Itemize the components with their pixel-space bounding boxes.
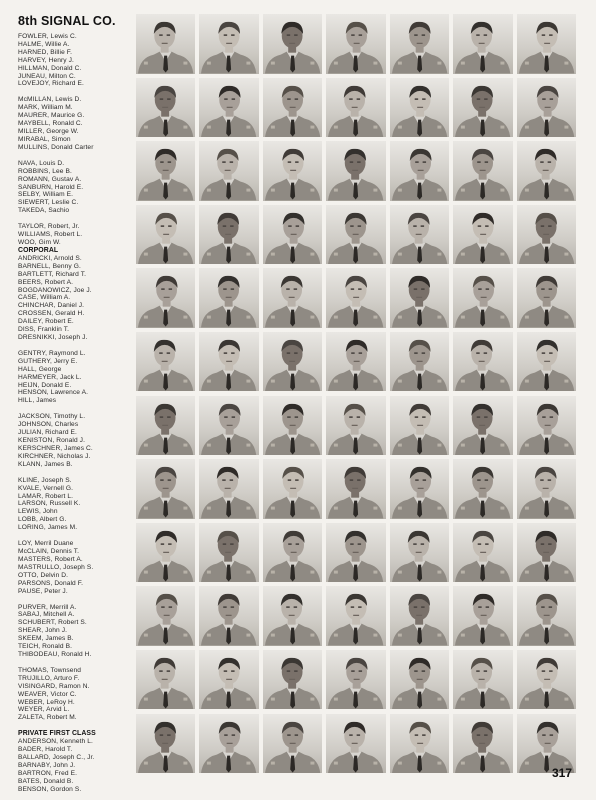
rank-heading: CORPORAL — [18, 246, 59, 254]
portrait-photo-icon — [390, 459, 449, 519]
roster-name: KLANN, James B. — [18, 460, 73, 468]
roster-name: TAKEDA, Sachio — [18, 207, 70, 215]
name-group — [18, 413, 134, 476]
roster-name: VISINGARD, Ramon N. — [18, 682, 90, 690]
roster-name: DISS, Franklin T. — [18, 326, 70, 334]
roster-name: LOVEJOY, Richard E. — [18, 80, 84, 88]
roster-name: BEERS, Robert A. — [18, 278, 74, 286]
portrait-photo-icon — [453, 14, 512, 74]
portrait-photo-icon — [136, 141, 195, 201]
roster-name: WOO, Gim W. — [18, 238, 61, 246]
portrait-photo-icon — [136, 268, 195, 328]
portrait-photo-icon — [390, 523, 449, 583]
roster-name: JACKSON, Timothy L. — [18, 413, 86, 421]
portrait-photo-icon — [263, 332, 322, 392]
roster-name: LARSON, Russell K. — [18, 500, 81, 508]
portrait-photo-icon — [136, 78, 195, 138]
portrait-photo-icon — [390, 141, 449, 201]
portrait-photo-icon — [517, 523, 576, 583]
roster-name: HILL, James — [18, 397, 57, 405]
portrait-photo-icon — [326, 268, 385, 328]
portrait-photo-icon — [199, 78, 258, 138]
name-lists — [18, 33, 134, 794]
roster-name: WEAVER, Victor C. — [18, 690, 77, 698]
roster-name: PURVER, Merrill A. — [18, 603, 77, 611]
roster-name: WEBER, LeRoy H. — [18, 698, 75, 706]
portrait-photo-icon — [136, 523, 195, 583]
portrait-photo-icon — [263, 141, 322, 201]
roster-name: SHEAR, John J. — [18, 627, 68, 635]
portrait-photo-icon — [199, 205, 258, 265]
roster-name: NAVA, Louis D. — [18, 159, 65, 167]
roster-name: JUNEAU, Milton C. — [18, 72, 76, 80]
portrait-photo-icon — [199, 332, 258, 392]
roster-name: SABAJ, Mitchell A. — [18, 611, 75, 619]
portrait-photo-icon — [326, 332, 385, 392]
portrait-photo-icon — [136, 714, 195, 774]
portrait-photo-icon — [453, 268, 512, 328]
portrait-photo-icon — [390, 78, 449, 138]
portrait-photo-icon — [453, 205, 512, 265]
name-group — [18, 730, 134, 793]
roster-name: BALLARD, Joseph C., Jr. — [18, 754, 95, 762]
name-group — [18, 160, 134, 223]
roster-name: BATES, Donald B. — [18, 777, 74, 785]
roster-name: THOMAS, Townsend — [18, 666, 82, 674]
portrait-photo-icon — [136, 650, 195, 710]
roster-name: MULLINS, Donald Carter — [18, 143, 94, 151]
name-group — [18, 33, 134, 96]
name-group — [18, 96, 134, 159]
roster-name: HEIJN, Donald E. — [18, 381, 72, 389]
roster-name: BARNABY, John J. — [18, 761, 76, 769]
portrait-photo-icon — [517, 396, 576, 456]
portrait-photo-icon — [453, 396, 512, 456]
portrait-photo-icon — [263, 714, 322, 774]
portrait-photo-icon — [517, 14, 576, 74]
portrait-photo-icon — [263, 205, 322, 265]
roster-name: JULIAN, Richard E. — [18, 429, 77, 437]
roster-name: HARMEYER, Jack L. — [18, 373, 82, 381]
portrait-photo-icon — [263, 268, 322, 328]
portrait-photo-icon — [263, 523, 322, 583]
portrait-photo-icon — [453, 650, 512, 710]
portrait-photo-icon — [199, 459, 258, 519]
portrait-photo-icon — [326, 205, 385, 265]
roster-name: KENISTON, Ronald J. — [18, 437, 86, 445]
portrait-photo-icon — [517, 205, 576, 265]
portrait-photo-icon — [453, 332, 512, 392]
roster-name: SANBURN, Harold E. — [18, 183, 84, 191]
roster-name: BARTRON, Fred E. — [18, 769, 78, 777]
portrait-photo-icon — [390, 586, 449, 646]
portrait-photo-icon — [390, 332, 449, 392]
portrait-photo-icon — [326, 714, 385, 774]
roster-name: TRUJILLO, Arturo F. — [18, 674, 80, 682]
portrait-photo-icon — [136, 586, 195, 646]
portrait-photo-icon — [453, 459, 512, 519]
roster-name: DRESNIKKI, Joseph J. — [18, 334, 88, 341]
portrait-photo-icon — [199, 268, 258, 328]
roster-name: THIBODEAU, Ronald H. — [18, 650, 92, 658]
portrait-photo-icon — [390, 714, 449, 774]
portrait-photo-icon — [517, 714, 576, 774]
name-group — [18, 223, 134, 286]
roster-name: MAYBELL, Ronald C. — [18, 120, 83, 128]
portrait-photo-icon — [199, 14, 258, 74]
portrait-photo-icon — [263, 459, 322, 519]
roster-name: MASTERS, Robert A. — [18, 555, 83, 563]
roster-name: ROMANN, Gustav A. — [18, 175, 82, 183]
roster-name: MARK, William M. — [18, 104, 73, 112]
roster-name: CASE, William A. — [18, 294, 71, 302]
roster-name: ROBBINS, Lee B. — [18, 167, 72, 175]
roster-name: MAURER, Maurice G. — [18, 112, 85, 120]
portrait-photo-icon — [517, 268, 576, 328]
name-group — [18, 350, 134, 413]
portrait-photo-icon — [453, 141, 512, 201]
roster-name: BARNELL, Benny G. — [18, 262, 81, 270]
roster-name: LOBB, Albert G. — [18, 516, 67, 524]
roster-name: BOGDANOWICZ, Joe J. — [18, 286, 92, 294]
portrait-photo-icon — [517, 459, 576, 519]
portrait-photo-icon — [390, 396, 449, 456]
portrait-photo-icon — [390, 14, 449, 74]
portrait-photo-icon — [263, 14, 322, 74]
portrait-photo-icon — [453, 523, 512, 583]
portrait-photo-icon — [326, 523, 385, 583]
portrait-photo-icon — [390, 205, 449, 265]
roster-name: ANDERSON, Kenneth L. — [18, 738, 93, 746]
portrait-photo-icon — [453, 78, 512, 138]
portrait-photo-icon — [136, 459, 195, 519]
roster-name: KIRCHNER, Nicholas J. — [18, 452, 91, 460]
roster-name: GUTHERY, Jerry E. — [18, 357, 78, 365]
name-group — [18, 540, 134, 603]
portrait-photo-icon — [199, 396, 258, 456]
roster-name: McCLAIN, Dennis T. — [18, 548, 80, 556]
portrait-photo-icon — [326, 78, 385, 138]
page-title: 8th SIGNAL CO. — [18, 14, 116, 28]
roster-name: ZALETA, Robert M. — [18, 714, 77, 722]
roster-name: LEWIS, John — [18, 508, 58, 516]
portrait-photo-icon — [326, 396, 385, 456]
roster-name: LAMAR, Robert L. — [18, 492, 74, 500]
portrait-photo-icon — [390, 268, 449, 328]
portrait-photo-icon — [517, 141, 576, 201]
portrait-photo-icon — [326, 14, 385, 74]
portrait-photo-icon — [263, 78, 322, 138]
roster-name: SKEEM, James B. — [18, 635, 74, 643]
portrait-photo-icon — [136, 396, 195, 456]
portrait-photo-icon — [136, 205, 195, 265]
roster-name: LORING, James M. — [18, 524, 78, 532]
roster-name: MIRABAL, Simon — [18, 135, 71, 143]
roster-name: HALL, George — [18, 365, 62, 373]
roster-name: TEICH, Ronald B. — [18, 643, 73, 651]
roster-name: JOHNSON, Charles — [18, 421, 79, 429]
roster-name: KERSCHNER, James C. — [18, 444, 93, 452]
roster-name: HALME, Willie A. — [18, 40, 70, 48]
portrait-photo-icon — [199, 141, 258, 201]
portrait-photo-icon — [453, 586, 512, 646]
page-number: 317 — [551, 766, 572, 780]
roster-name: CHINCHAR, Daniel J. — [18, 302, 85, 310]
roster-name: WILLIAMS, Robert L. — [18, 231, 83, 239]
portrait-photo-icon — [517, 586, 576, 646]
rank-heading: PRIVATE FIRST CLASS — [18, 730, 96, 738]
portrait-photo-icon — [136, 14, 195, 74]
roster-name: PAUSE, Peter J. — [18, 587, 68, 595]
roster-name: WEYER, Arvid L. — [18, 706, 70, 714]
roster-name: HARNED, Billie F. — [18, 48, 73, 56]
roster-name: PARSONS, Donald F. — [18, 579, 84, 587]
roster-name: HENSON, Lawrence A. — [18, 389, 89, 397]
roster-name: BADER, Harold T. — [18, 746, 73, 754]
roster-name: GENTRY, Raymond L. — [18, 349, 86, 357]
portrait-photo-icon — [199, 586, 258, 646]
portrait-photo-icon — [390, 650, 449, 710]
roster-name: BENSON, Gordon S. — [18, 785, 82, 793]
portrait-grid — [136, 14, 576, 773]
roster-name: TAYLOR, Robert, Jr. — [18, 223, 80, 231]
roster-name: DAILEY, Robert E. — [18, 318, 74, 326]
roster-name: HARVEY, Henry J. — [18, 56, 74, 64]
roster-name: SCHUBERT, Robert S. — [18, 619, 87, 627]
roster-name: BARTLETT, Richard T. — [18, 270, 87, 278]
roster-name: CROSSEN, Gerald H. — [18, 310, 85, 318]
roster-name: SELBY, William E. — [18, 191, 74, 199]
portrait-photo-icon — [136, 332, 195, 392]
portrait-photo-icon — [263, 650, 322, 710]
roster-name: SIEWERT, Leslie C. — [18, 199, 79, 207]
roster-name: MILLER, George W. — [18, 128, 79, 136]
portrait-photo-icon — [517, 332, 576, 392]
roster-name: FOWLER, Lewis C. — [18, 33, 77, 40]
roster-name: KLINE, Joseph S. — [18, 476, 72, 484]
portrait-photo-icon — [326, 141, 385, 201]
name-group — [18, 287, 134, 350]
portrait-photo-icon — [517, 650, 576, 710]
portrait-photo-icon — [199, 523, 258, 583]
portrait-photo-icon — [263, 396, 322, 456]
name-group — [18, 667, 134, 730]
portrait-photo-icon — [326, 459, 385, 519]
name-group — [18, 477, 134, 540]
roster-name: LOY, Merril Duane — [18, 540, 74, 548]
portrait-photo-icon — [326, 650, 385, 710]
portrait-photo-icon — [517, 78, 576, 138]
roster-name: ANDRICKI, Arnold S. — [18, 254, 82, 262]
portrait-photo-icon — [263, 586, 322, 646]
portrait-photo-icon — [199, 714, 258, 774]
portrait-photo-icon — [199, 650, 258, 710]
roster-name: KVALE, Vernell G. — [18, 484, 74, 492]
portrait-photo-icon — [453, 714, 512, 774]
name-group — [18, 604, 134, 667]
roster-name: McMILLAN, Lewis D. — [18, 96, 82, 104]
portrait-photo-icon — [326, 586, 385, 646]
roster-name: OTTO, Delvin D. — [18, 571, 69, 579]
roster-name: MASTRULLO, Joseph S. — [18, 563, 94, 571]
roster-name: HILLMAN, Donald C. — [18, 64, 82, 72]
